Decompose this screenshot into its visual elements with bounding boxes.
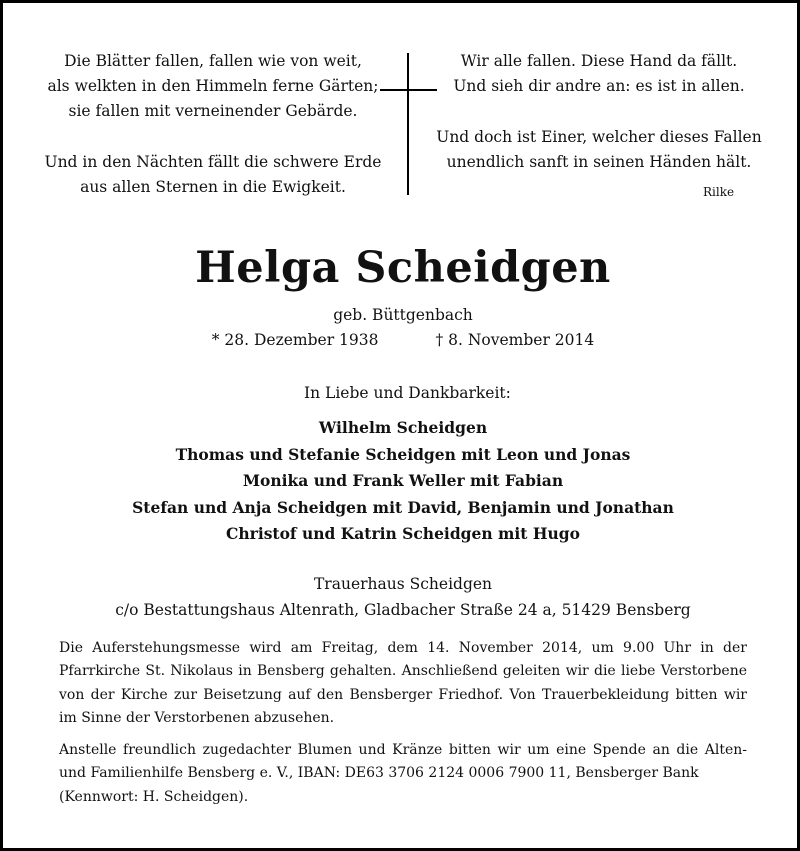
donation-text: Anstelle freundlich zugedachter Blumen und Kränze bitten wir um eine Spende an die Alten- und Familienhilfe Bensberg e. V., IBAN: DE63 3706 2124 0006 7900 11, Bensberger Bank (59, 742, 747, 782)
mass-notice: Die Auferstehungsmesse wird am Freitag, dem 14. November 2014, um 9.00 Uhr in der Pfarrkirche St. Nikolaus in Bensberg gehalten. Anschließend geleiten wir die liebe Verstorbene von der Kirche zur Beisetzung auf den Bensberger Friedhof. Von Trauerbekleidung bitten wir im Sinne der Verstorbenen abzusehen. (59, 640, 747, 726)
mourner-line: Stefan und Anja Scheidgen mit David, Benjamin und Jonathan (132, 497, 674, 517)
mourner-line: Wilhelm Scheidgen (318, 418, 488, 437)
mourners-intro: In Liebe und Dankbarkeit: (304, 384, 511, 402)
poem-right (429, 49, 769, 175)
mourner-line: Christof und Katrin Scheidgen mit Hugo (226, 524, 580, 543)
birth-date: * 28. Dezember 1938 (211, 331, 379, 349)
poem-left (43, 49, 383, 200)
poem-line: Und doch ist Einer, welcher dieses Fallen (436, 128, 762, 146)
poem-line: Die Blätter fallen, fallen wie von weit, (64, 52, 362, 70)
birth-name: geb. Büttgenbach (333, 306, 473, 324)
poem-line: unendlich sanft in seinen Händen hält. (446, 153, 752, 171)
donation-notice (59, 739, 747, 809)
mourning-address (3, 571, 800, 623)
poem-author: Rilke (703, 185, 735, 199)
poem-line: Wir alle fallen. Diese Hand da fällt. (460, 52, 738, 70)
cross-icon (407, 53, 409, 195)
poem-line: aus allen Sternen in die Ewigkeit. (80, 178, 346, 196)
life-dates (3, 331, 800, 349)
poem-line: sie fallen mit verneinender Gebärde. (68, 102, 358, 120)
poem-line: Und sieh dir andre an: es ist in allen. (453, 77, 745, 95)
mourner-line: Monika und Frank Weller mit Fabian (242, 471, 564, 490)
death-date: † 8. November 2014 (435, 331, 595, 349)
mourner-line: Thomas und Stefanie Scheidgen mit Leon und Jonas (175, 444, 631, 464)
poem-line: Und in den Nächten fällt die schwere Erde (44, 153, 382, 171)
mourners-list (3, 415, 800, 548)
address-line: Trauerhaus Scheidgen (313, 575, 493, 593)
deceased-name: Helga Scheidgen (195, 243, 611, 293)
poem-line: als welkten in den Himmeln ferne Gärten; (47, 77, 379, 95)
donation-keyword: (Kennwort: H. Scheidgen). (59, 788, 249, 805)
address-line: c/o Bestattungshaus Altenrath, Gladbacher Straße 24 a, 51429 Bensberg (115, 601, 691, 619)
